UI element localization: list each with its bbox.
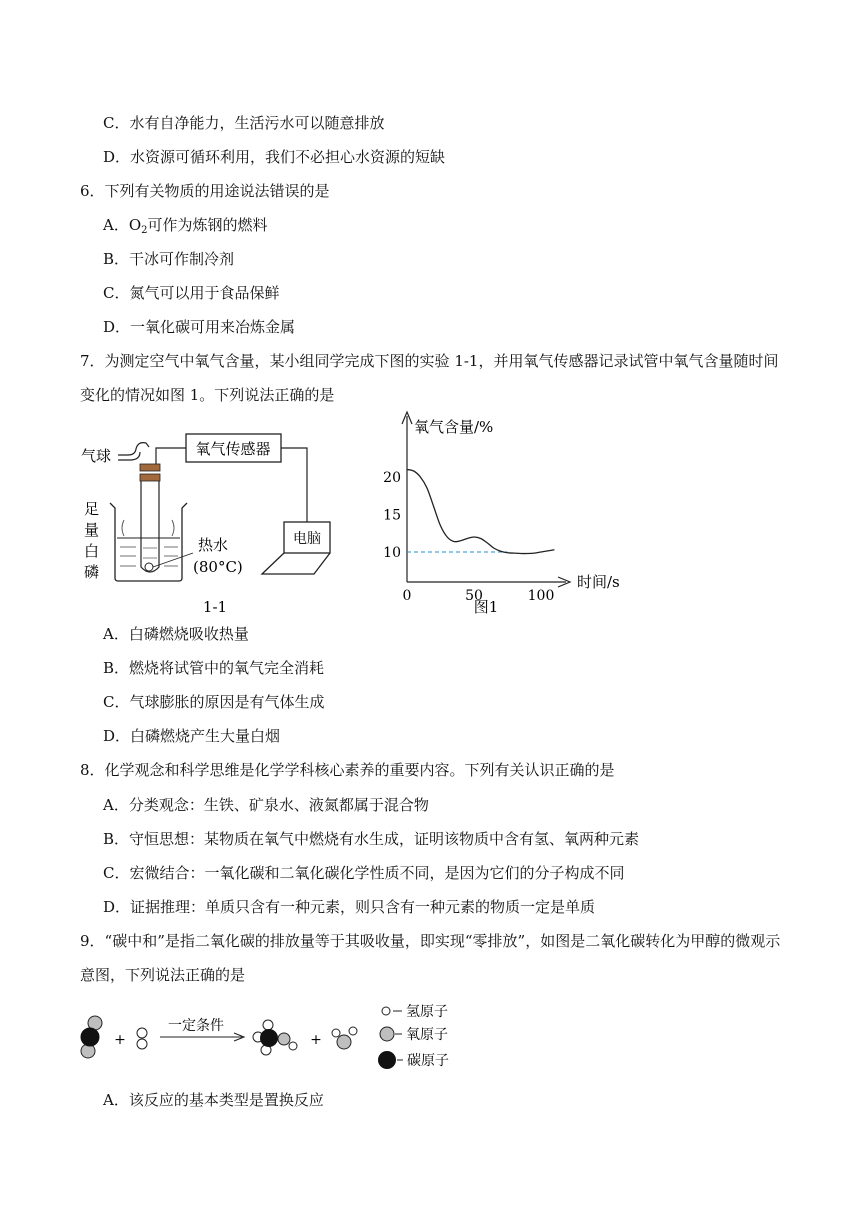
legend-carbon-icon <box>378 1051 396 1069</box>
legend-oxygen: 氧原子 <box>406 1027 448 1043</box>
x-tick-label-50: 50 <box>465 588 483 604</box>
plus-sign-1: + <box>114 1032 126 1048</box>
q9-stem-line2: 意图，下列说法正确的是 <box>80 966 246 984</box>
q7-stem-line2: 变化的情况如图 1。下列说法正确的是 <box>80 386 335 404</box>
phosphorus-label-3: 白 <box>84 542 100 560</box>
apparatus-caption: 1-1 <box>202 598 228 616</box>
legend <box>378 1004 449 1069</box>
sensor-label: 氧气传感器 <box>195 440 271 458</box>
co2-molecule <box>81 1016 102 1058</box>
phosphorus-label-2: 量 <box>84 521 100 539</box>
q9-option-a: A．该反应的基本类型是置换反应 <box>103 1091 324 1109</box>
legend-carbon: 碳原子 <box>407 1053 449 1069</box>
hot-water-temp: (80°C) <box>193 558 243 576</box>
q7-option-b: B．燃烧将试管中的氧气完全消耗 <box>103 659 325 677</box>
legend-oxygen-icon <box>380 1027 394 1041</box>
phosphorus-label-4: 磷 <box>84 563 100 581</box>
q8-option-a: A．分类观念：生铁、矿泉水、液氮都属于混合物 <box>103 796 429 814</box>
q8-option-d: D．证据推理：单质只含有一种元素，则只含有一种元素的物质一定是单质 <box>103 898 596 916</box>
y-axis-label: 氧气含量/% <box>414 418 494 436</box>
q7-option-c: C．气球膨胀的原因是有气体生成 <box>103 693 325 711</box>
q7-stem-line1: 7．为测定空气中氧气含量，某小组同学完成下图的实验 1-1，并用氧气传感器记录试管中氧气含量随时间 <box>80 352 779 370</box>
x-axis-label: 时间/s <box>577 573 620 591</box>
hot-water-label: 热水 <box>198 536 229 554</box>
q6-option-d: D．一氧化碳可用来冶炼金属 <box>103 318 296 336</box>
q6-option-b: B．干冰可作制冷剂 <box>103 250 235 268</box>
q7-option-a: A．白磷燃烧吸收热量 <box>103 625 249 643</box>
q6-stem: 6．下列有关物质的用途说法错误的是 <box>80 182 330 200</box>
y-tick-label-20: 20 <box>383 470 401 486</box>
q8-stem: 8．化学观念和科学思维是化学学科核心素养的重要内容。下列有关认识正确的是 <box>80 761 615 779</box>
balloon-label: 气球 <box>81 447 112 465</box>
chart-title: 图1 <box>473 598 499 616</box>
plus-sign-2: + <box>310 1032 322 1048</box>
q9-stem-line1: 9．“碳中和”是指二氧化碳的排放量等于其吸收量，即实现“零排放”，如图是二氧化碳转化为甲醇的微观示 <box>80 932 781 950</box>
q5-option-d: D．水资源可循环利用，我们不必担心水资源的短缺 <box>103 148 446 166</box>
q6-option-a: A．$O_2$可作为炼钢的燃料 <box>103 216 268 236</box>
x-tick-label-0: 0 <box>402 588 412 604</box>
reaction-condition: 一定条件 <box>168 1018 224 1034</box>
methanol-molecule <box>253 1020 297 1055</box>
legend-hydrogen-icon <box>382 1007 390 1015</box>
y-tick-label-10: 10 <box>383 545 401 561</box>
q8-option-c: C．宏微结合：一氧化碳和二氧化碳化学性质不同，是因为它们的分子构成不同 <box>103 864 625 882</box>
q5-option-c: C．水有自净能力，生活污水可以随意排放 <box>103 114 385 132</box>
computer-label: 电脑 <box>293 531 321 547</box>
q8-option-b: B．守恒思想：某物质在氧气中燃烧有水生成，证明该物质中含有氢、氧两种元素 <box>103 830 640 848</box>
water-molecule <box>332 1027 357 1049</box>
q7-option-d: D．白磷燃烧产生大量白烟 <box>103 727 281 745</box>
h2-molecule <box>137 1028 147 1049</box>
x-tick-label-100: 100 <box>527 588 555 604</box>
y-tick-label-15: 15 <box>383 507 401 524</box>
q6-option-c: C．氮气可以用于食品保鲜 <box>103 284 280 302</box>
phosphorus-label-1: 足 <box>84 500 100 518</box>
legend-hydrogen: 氢原子 <box>406 1004 448 1020</box>
